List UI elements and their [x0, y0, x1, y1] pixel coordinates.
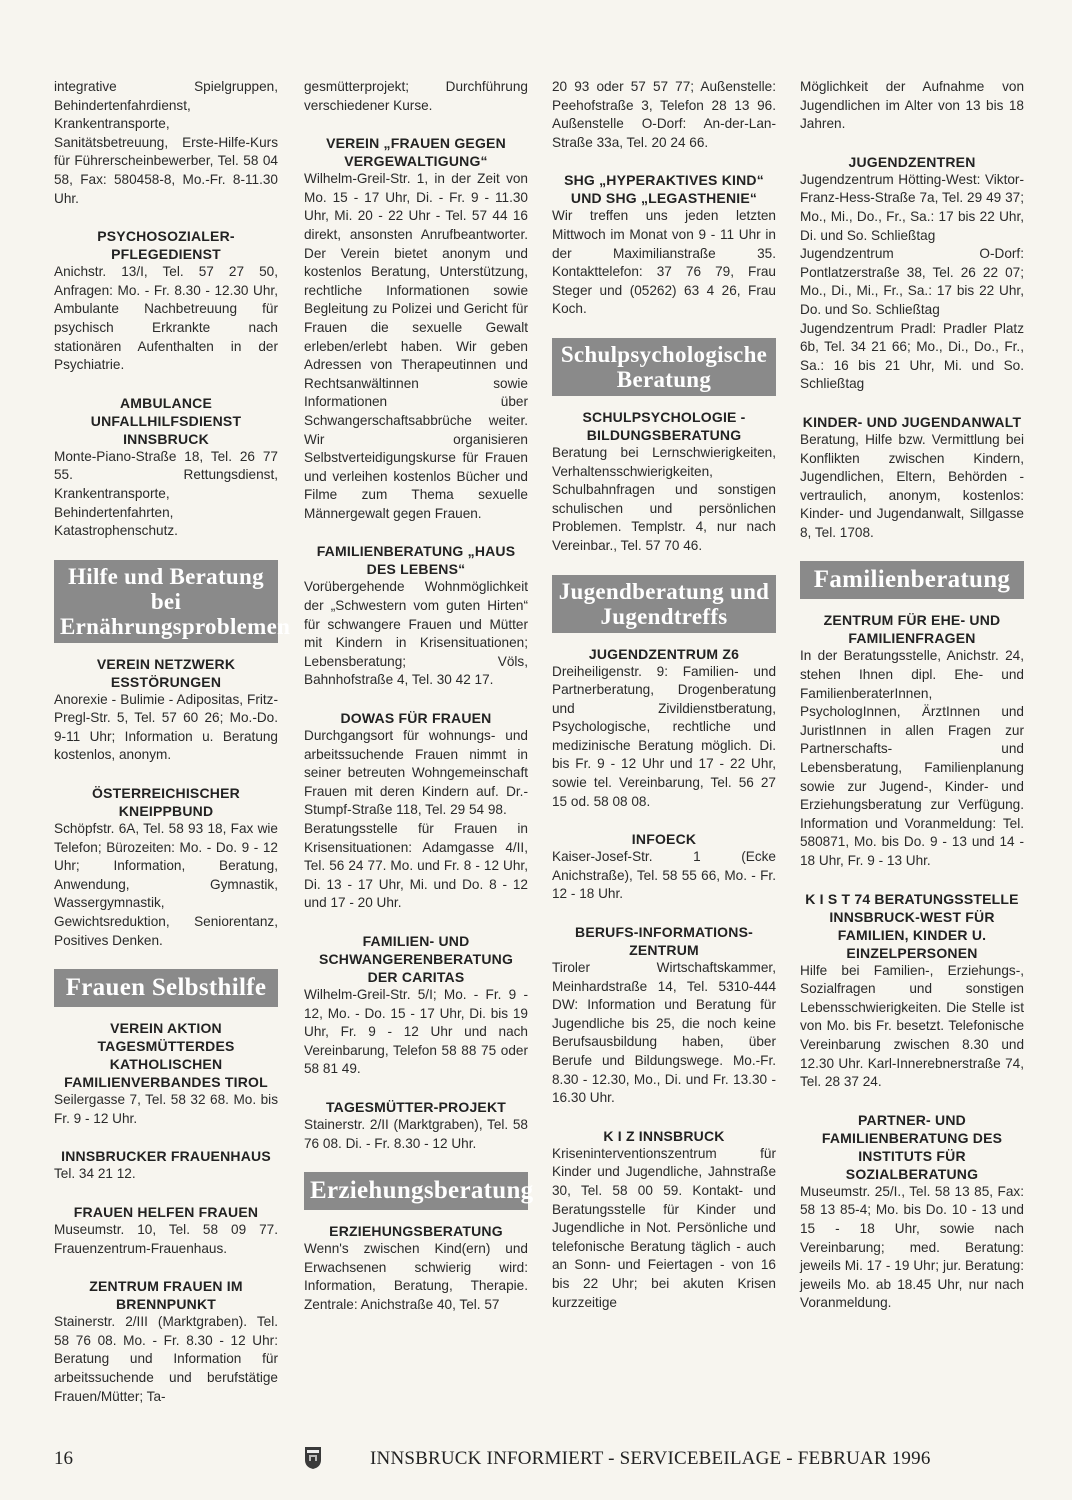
continued-text: gesmütterprojekt; Durchführung verschiedener Kurse. — [304, 79, 528, 113]
entry-heading: ZENTRUM FÜR EHE- UND FAMILIENFRAGEN — [823, 612, 1001, 647]
entry-erziehungsberatung — [304, 1222, 528, 1314]
entry-heading: TAGESMÜTTER-PROJEKT — [325, 1098, 507, 1115]
entry-text: Museumstr. 25/I., Tel. 58 13 85, Fax: 58 13 85-4; Mo. bis Do. 10 - 13 und 15 - 18 Uhr, sowie nach Vereinbarung; med. Beratung: jeweils Mi. 17 - 19 Uhr; jur. Beratung: jeweils Mo. ab 18.45 Uhr, nur nach Voranmeldung. — [800, 1183, 1024, 1311]
entry-heading: DOWAS FÜR FRAUEN — [340, 710, 492, 727]
section-banner-schulpsychologische-beratung: Schulpsychologische Beratung — [552, 338, 776, 396]
entry-text: Wenn's zwischen Kind(ern) und Erwachsenen schwierig wird: Information, Beratung, Therapie. Zentrale: Anichstraße 40, Tel. 57 — [304, 1241, 528, 1312]
entry-tagesmuetter-projekt — [304, 1098, 528, 1153]
entry-netzwerk-esstoerungen — [54, 655, 278, 765]
entry-text: Vorübergehende Wohnmöglichkeit der „Schwestern vom guten Hirten“ für schwangere Frauen und Mütter mit Kindern in Krisensituationen; Lebensberatung; Völs, Bahnhofstraße 4, Tel. 30 42 17. — [304, 579, 528, 688]
entry-infoeck — [552, 830, 776, 904]
entry-heading: SCHULPSYCHOLOGIE - BILDUNGSBERATUNG — [582, 408, 746, 443]
section-banner-jugendberatung: Jugendberatung und Jugendtreffs — [552, 575, 776, 633]
entry-heading: ERZIEHUNGSBERATUNG — [329, 1223, 503, 1240]
entry-heading: JUGENDZENTREN — [848, 153, 976, 170]
section-banner-ernaehrung: Hilfe und Beratung bei Ernährungsproblemen — [54, 560, 278, 643]
entry-frauen-gegen-vergewaltigung — [304, 134, 528, 523]
entry-text: Wilhelm-Greil-Str. 5/I; Mo. - Fr. 9 - 12, Mo. - Do. 15 - 17 Uhr, Di. bis 19 Uhr, Fr. 9 - 12 Uhr und nach Vereinbarung, Telefon 58 88 75 oder 58 81 49. — [304, 986, 528, 1077]
entry-text: Wilhelm-Greil-Str. 1, in der Zeit von Mo. 15 - 17 Uhr, Di. - Fr. 9 - 11.30 Uhr, Mi. 20 - 22 Uhr - Tel. 57 44 16 direkt, ansonsten Anrufbeantworter. Der Verein bietet anonym und kostenlos Beratung, Unterstützung, rechtliche Informationen sowie Begleitung zu Polizei und Gericht für Frauen die sexuelle Gewalt erleben/erlebt haben. Wir geben Adressen von Therapeutinnen und Rechtsanwältinnen sowie Informationen über Schwangerschaftsabbrüche weiter. Wir organisieren Selbstverteidigungskurse für Frauen und verleihen kostenlos Bücher und Filme zum Thema sexuelle Männergewalt gegen Frauen. — [304, 171, 528, 521]
entry-heading: VEREIN NETZWERK ESSTÖRUNGEN — [96, 655, 236, 690]
entry-heading: JUGENDZENTRUM Z6 — [588, 645, 740, 662]
entry-kist-74 — [800, 890, 1024, 1092]
continued-text: 20 93 oder 57 57 77; Außenstelle: Peehofstraße 3, Telefon 28 13 96. Außenstelle O-Dorf: An-der-Lan-Straße 33a, Tel. 20 24 66. — [552, 79, 776, 150]
entry-jugendzentren — [800, 153, 1024, 394]
entry-text: Wir treffen uns jeden letzten Mittwoch im Monat von 9 - 11 Uhr in der Maximilianstraße 35. Kontakttelefon: 37 76 79, Frau Steger und (05262) 63 4 26, Frau Koch. — [552, 208, 776, 317]
entry-institut-sozialberatung — [800, 1111, 1024, 1313]
entry-psychosozialer-pflegedienst — [54, 227, 278, 375]
entry-ehe-familienfragen — [800, 611, 1024, 870]
entry-heading: K I Z INNSBRUCK — [603, 1127, 725, 1144]
entry-text: Kriseninterventionszentrum für Kinder und Jugendliche, Jahnstraße 30, Tel. 58 00 59. Kontakt- und Beratungsstelle für Kinder und Jugendliche in Not. Persönliche und telefonische Beratung täglich - auch an Sonn- und Feiertagen - von 16 bis 22 Uhr; bei akuten Krisen kurzzeitige — [552, 1145, 776, 1310]
continued-text: integrative Spielgruppen, Behindertenfahrdienst, Krankentransporte, Sanitätsbetreuung, Erste-Hilfe-Kurs für Führerscheinbewerber, Tel. 58 04 58, Fax: 580458-8, Mo.-Fr. 8-11.30 Uhr. — [54, 79, 278, 206]
entry-heading: PARTNER- UND FAMILIENBERATUNG DES INSTITUTS FÜR SOZIALBERATUNG — [821, 1111, 1003, 1182]
column-3 — [552, 78, 776, 1331]
entry-text: Jugendzentrum O-Dorf: Pontlatzerstraße 38, Tel. 26 22 07; Mo., Di., Mi., Fr., Sa.: 17 bis 22 Uhr, Do. und So. Schließtag — [800, 246, 1024, 317]
continued-text: Möglichkeit der Aufnahme von Jugendlichen im Alter von 13 bis 18 Jahren. — [800, 79, 1024, 132]
entry-heading: FAMILIENBERATUNG „HAUS DES LEBENS“ — [316, 543, 516, 578]
entry-text: Monte-Piano-Straße 18, Tel. 26 77 55. Rettungsdienst, Krankentransporte, Behindertenfahrten, Katastrophenschutz. — [54, 448, 278, 539]
entry-text: Kaiser-Josef-Str. 1 (Ecke Anichstraße), Tel. 58 55 66, Mo. - Fr. 12 - 18 Uhr. — [552, 849, 776, 902]
section-banner-frauen-selbsthilfe: Frauen Selbsthilfe — [54, 969, 278, 1007]
entry-heading: FAMILIEN- UND SCHWANGERENBERATUNG DER CARITAS — [318, 932, 514, 985]
entry-text: Museumstr. 10, Tel. 58 09 77. Frauenzentrum-Frauenhaus. — [54, 1222, 278, 1256]
entry-heading: BERUFS-INFORMATIONS-ZENTRUM — [575, 924, 753, 959]
entry-heading: ÖSTERREICHISCHER KNEIPPBUND — [92, 785, 240, 820]
entry-shg-hyperaktives-kind — [552, 171, 776, 319]
entry-text: Hilfe bei Familien-, Erziehungs-, Sozialfragen und sonstigen Lebensschwierigkeiten. Die Stelle ist von Mo. bis Fr. besetzt. Telefonische Vereinbarung zwischen 8.30 und 12.30 Uhr. Karl-Innerebnerstraße 74, Tel. 28 37 24. — [800, 962, 1024, 1090]
entry-heading: FRAUEN HELFEN FRAUEN — [73, 1204, 259, 1220]
page-footer — [54, 1446, 1024, 1474]
entry-haus-des-lebens — [304, 542, 528, 690]
entry-heading: VEREIN AKTION TAGESMÜTTERDES KATHOLISCHEN FAMILIENVERBANDES TIROL — [64, 1020, 268, 1091]
entry-text: Stainerstr. 2/II (Marktgraben), Tel. 58 76 08. Di. - Fr. 8.30 - 12 Uhr. — [304, 1116, 528, 1151]
entry-text: Beratung, Hilfe bzw. Vermittlung bei Konflikten zwischen Kindern, Jugendlichen, Eltern, Behörden - vertraulich, anonym, kostenlos: Kinder- und Jugendanwalt, Sillgasse 8, Tel. 1708. — [800, 431, 1024, 540]
entry-heading: K I S T 74 BERATUNGSSTELLE INNSBRUCK-WEST FÜR FAMILIEN, KINDER U. EINZELPERSONEN — [805, 890, 1019, 961]
column-2 — [304, 78, 534, 1334]
entry-heading: INNSBRUCKER FRAUENHAUS — [61, 1148, 271, 1165]
entry-text: Schöpfstr. 6A, Tel. 58 93 18, Fax wie Telefon; Bürozeiten: Mo. - Do. 9 - 12 Uhr; Information, Beratung, Anwendung, Gymnastik, Wassergymnastik, Gewichtsreduktion, Seniorentanz, Positives Denken. — [54, 821, 278, 948]
entry-text: Seilergasse 7, Tel. 58 32 68. Mo. bis Fr. 9 - 12 Uhr. — [54, 1092, 278, 1126]
entry-caritas — [304, 932, 528, 1079]
column-4 — [800, 78, 1024, 1332]
entry-text: In der Beratungsstelle, Anichstr. 24, stehen Ihnen dipl. Ehe- und FamilienberaterInnen, PsychologInnen, ÄrztInnen und JuristInnen in allen Fragen zur Partnerschafts- und Lebensberatung, Familienplanung sowie zur Jugend-, Kinder- und Erziehungsberatung zur Verfügung. Information und Voranmeldung: Tel. 580871, Mo. bis Do. 9 - 13 und 14 - 18 Uhr, Fr. 9 - 13 Uhr. — [800, 648, 1024, 868]
entry-heading: ZENTRUM FRAUEN IM BRENNPUNKT — [89, 1278, 243, 1313]
entry-kneippbund — [54, 784, 278, 950]
entry-text: Tiroler Wirtschaftskammer, Meinhardstraße 14, Tel. 5310-444 DW: Information und Beratung für Jugendliche bis 25, die noch keine Berufsausbildung haben, über Berufe und Bildungswege. Mo.-Fr. 8.30 - 12.30, Mo., Di. und Fr. 13.30 - 16.30 Uhr. — [552, 960, 776, 1106]
entry-text: Anichstr. 13/I, Tel. 57 27 50, Anfragen: Mo. - Fr. 8.30 - 12.30 Uhr, Ambulante Nachbetreuung für psychisch Erkrankte nach stationären Aufenthalten in der Psychiatrie. — [54, 264, 278, 373]
entry-frauenhaus — [54, 1147, 278, 1184]
entry-dowas — [304, 709, 528, 913]
entry-text: Jugendzentrum Hötting-West: Viktor-Franz-Hess-Straße 7a, Tel. 29 49 37; Mo., Mi., Do., Fr., Sa.: 17 bis 22 Uhr, Di. und So. Schließtag — [800, 171, 1024, 243]
entry-heading: PSYCHOSOZIALER-PFLEGEDIENST — [97, 228, 235, 263]
entry-ambulance — [54, 394, 278, 541]
entry-text: Jugendzentrum Pradl: Pradler Platz 6b, Tel. 34 21 66; Mo., Di., Do., Fr., Sa.: 16 bis 21 Uhr, Mi. und So. Schließtag — [800, 320, 1024, 392]
entry-berufs-informations-zentrum — [552, 923, 776, 1108]
entry-text: Beratungsstelle für Frauen in Krisensituationen: Adamgasse 4/II, Tel. 56 24 77. Mo. und Fr. 8 - 12 Uhr, Di. 13 - 17 Uhr, Mi. und Do. 8 - 12 und 17 - 20 Uhr. — [304, 821, 528, 911]
entry-text: Anorexie - Bulimie - Adipositas, Fritz-Pregl-Str. 5, Tel. 57 60 26; Mo.-Do. 9-11 Uhr; Information u. Beratung kostenlos, anonym. — [54, 691, 278, 763]
entry-text: Durchgangsort für wohnungs- und arbeitssuchende Frauen nimmt in seiner betreuten Wohngemeinschaft Frauen mit deren Kindern auf. Dr.-Stumpf-Straße 118, Tel. 29 54 98. — [304, 728, 528, 818]
section-banner-erziehungsberatung: Erziehungsberatung — [304, 1172, 528, 1210]
entry-kiz-innsbruck — [552, 1127, 776, 1312]
entry-heading: AMBULANCE UNFALLHILFSDIENST INNSBRUCK — [90, 394, 242, 447]
entry-frauen-im-brennpunkt — [54, 1277, 278, 1406]
entry-schulpsychologie — [552, 408, 776, 556]
entry-heading: KINDER- UND JUGENDANWALT — [802, 413, 1022, 430]
entry-text: Tel. 34 21 12. — [54, 1166, 136, 1182]
entry-text: Stainerstr. 2/III (Marktgraben). Tel. 58 76 08. Mo. - Fr. 8.30 - 12 Uhr: Beratung und Information für arbeitssuchende und berufstätige Frauen/Mütter; Ta- — [54, 1314, 278, 1404]
city-crest-icon — [304, 1446, 322, 1475]
footer-title: INNSBRUCK INFORMIERT - SERVICEBEILAGE - FEBRUAR 1996 — [370, 1448, 931, 1469]
entry-heading: INFOECK — [631, 831, 697, 848]
entry-kinder-jugendanwalt — [800, 413, 1024, 543]
entry-heading: SHG „HYPERAKTIVES KIND“ UND SHG „LEGASTHENIE“ — [564, 172, 764, 207]
entry-heading: VEREIN „FRAUEN GEGEN VERGEWALTIGUNG“ — [326, 135, 506, 170]
entry-text: Dreiheiligenstr. 9: Familien- und Partnerberatung, Drogenberatung und Zivildienstberatung, Psychologische, rechtliche und medizinische Beratung möglich. Di. bis Fr. 9 - 12 Uhr und 17 - 22 Uhr, sowie tel. Vereinbarung, Tel. 56 27 15 od. 58 08 08. — [552, 663, 776, 809]
entry-frauen-helfen-frauen — [54, 1203, 278, 1258]
section-banner-familienberatung: Familienberatung — [800, 561, 1024, 599]
entry-text: Beratung bei Lernschwierigkeiten, Verhaltensschwierigkeiten, Schulbahnfragen und sonstigen schulischen und persönlichen Problemen. Templstr. 4, nur nach Vereinbar., Tel. 57 70 46. — [552, 444, 776, 553]
entry-jugendzentrum-z6 — [552, 645, 776, 812]
page-number: 16 — [54, 1448, 73, 1469]
entry-aktion-tagesmuetter — [54, 1019, 278, 1128]
column-1 — [54, 78, 291, 1425]
